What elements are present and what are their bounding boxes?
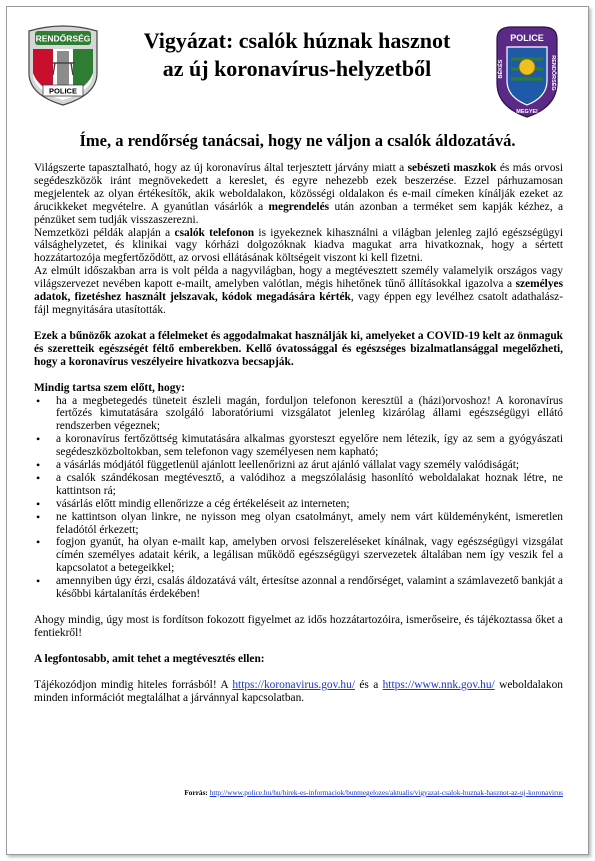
bold-warning-paragraph: Ezek a bűnözők azokat a félelmeket és aggodalmakat használják ki, amelyeket a COVID-19 kelt az önmaguk és szeretteik egészségét féltő emberekben. Kellő óvatossággal és egészséges bizalmatlansággal megelőzheti, hogy a koronavírus veszélyeire hivatkozva becsapják. — [34, 329, 563, 368]
bekes-county-police-badge-logo — [491, 23, 563, 119]
list-item: • a csalók szándékosan megtévesztő, a valódihoz a megszólalásig hasonlító weboldalakat hoznak létre, ne kattintson rá; — [34, 472, 563, 498]
header — [7, 7, 588, 125]
document-page — [6, 6, 589, 855]
svg-text:MEGYEI: MEGYEI — [516, 109, 538, 115]
info-paragraph: Tájékozódjon mindig hiteles forrásból! A https://koronavirus.gov.hu/ és a https://www.nnk.gov.hu/ weboldalakon minden információt megtalálhat a járvánnyal kapcsolatban. — [34, 678, 563, 704]
paragraph-2: Nemzetközi példák alapján a csalók telefonon is igyekeznek kihasználni a világban jelenleg zajló egészségügyi válsághelyzetet, és klinikai vagy kórházi dolgozóknak kiadva magukat arra hivatkoznak, hogy a sértett hozzátartozója megfertőződött, az orvosi ellátásának költségeit viszont ki kell fizetni. — [34, 226, 563, 265]
svg-text:POLICE: POLICE — [510, 33, 544, 43]
source-label: Forrás: — [184, 788, 208, 797]
closing-paragraph: Ahogy mindig, úgy most is fordítson fokozott figyelmet az idős hozzátartozóira, ismerőseire, és tájékoztassa őket a fentiekről! — [34, 614, 563, 639]
list-item: • a koronavírus fertőzöttség kimutatására alkalmas gyorsteszt egyelőre nem létezik, így az sem a gyógyászati segédeszközboltokban, sem telefonon vagy személyesen nem kapható; — [34, 433, 563, 459]
prevention-heading: A legfontosabb, amit tehet a megtévesztés ellen: — [34, 652, 265, 665]
list-heading: Mindig tartsa szem előtt, hogy: — [34, 381, 185, 394]
title-line-1: Vigyázat: csalók húznak hasznot — [143, 28, 451, 53]
paragraph-1: Világszerte tapasztalható, hogy az új koronavírus által terjesztett járvány miatt a sebészeti maszkok és más orvosi segédeszközök iránt megnövekedett a kereslet, és egyre nehezebb ezek beszerzése. Ezzel párhuzamosan megjelentek az olyan értékesítők, akik weboldalakon, közösségi oldalakon és e-mail címeken kínálják ezeket az árucikkeket megvételre. A gyanútlan vásárlók a megrendelés után azonban a terméket sem kapják kézhez, a pénzüket sem tudják visszaszerezni. — [34, 162, 564, 226]
source-line — [7, 788, 563, 797]
list-item: • a vásárlás módjától függetlenül ajánlott leellenőrizni az árut ajánló vállalat vagy személy valódiságát; — [34, 459, 563, 472]
nnk-link[interactable]: https://www.nnk.gov.hu/ — [382, 678, 495, 691]
svg-text:POLICE: POLICE — [49, 86, 77, 96]
list-item: • amennyiben úgy érzi, csalás áldozatává vált, értesítse azonnal a rendőrséget, valamint a számlavezető bankját a későbbi kártalanítás érdekében! — [34, 575, 563, 601]
koronavirus-link[interactable]: https://koronavirus.gov.hu/ — [232, 678, 355, 691]
document-body — [34, 162, 563, 705]
list-item: • ha a megbetegedés tüneteit észleli magán, forduljon telefonon keresztül a (házi)orvoshoz! A koronavírus fertőzés kimutatására szolgáló laboratóriumi vizsgálatot jelenleg kizárólag állami egészségügyi ellátó rendszerben végeznek; — [34, 395, 563, 434]
hungarian-police-badge-logo — [23, 23, 103, 107]
svg-text:BÉKÉS: BÉKÉS — [498, 59, 504, 79]
paragraph-3: Az elmúlt időszakban arra is volt példa a nagyvilágban, hogy a megtévesztett személy valamelyik országos vagy világszervezet nevében kapott e-mailt, amelyben valótlan, mégis hihetőnek tűnő állításokkal igazolva a személyes adatok, fizetéshez használt jelszavak, kódok megadására kérték, vagy éppen egy levélhez csatolt adathalász-fájl megnyitására utasították. — [34, 265, 563, 316]
list-item: • fogjon gyanút, ha olyan e-mailt kap, amelyben orvosi felszereléseket kínálnak, vagy egészségügyi vizsgálat címén személyes adatait kérik, a legálisan működő egészségügyi szervezetek általában nem így veszik fel a kapcsolatot a betegeikkel; — [34, 536, 563, 575]
subtitle: Íme, a rendőrség tanácsai, hogy ne váljon a csalók áldozatává. — [79, 131, 516, 150]
source-link[interactable]: http://www.police.hu/hu/hirek-es-informaciok/bunmegelozes/aktualis/vigyazat-csalok-huznak-hasznot-az-uj-koronavirus — [209, 788, 563, 797]
list-item: • vásárlás előtt mindig ellenőrizze a cég értékeléseit az interneten; — [34, 498, 563, 511]
list-item: • ne kattintson olyan linkre, ne nyisson meg olyan csatolmányt, amely nem várt küldeményként, ismeretlen feladótól érkezett; — [34, 511, 563, 537]
title-line-2: az új koronavírus-helyzetből — [162, 56, 432, 81]
page-title — [107, 27, 487, 83]
svg-text:RENDŐRSÉG: RENDŐRSÉG — [35, 33, 91, 44]
advice-list — [34, 395, 563, 602]
svg-text:RENDŐRSÉG: RENDŐRSÉG — [550, 55, 556, 91]
